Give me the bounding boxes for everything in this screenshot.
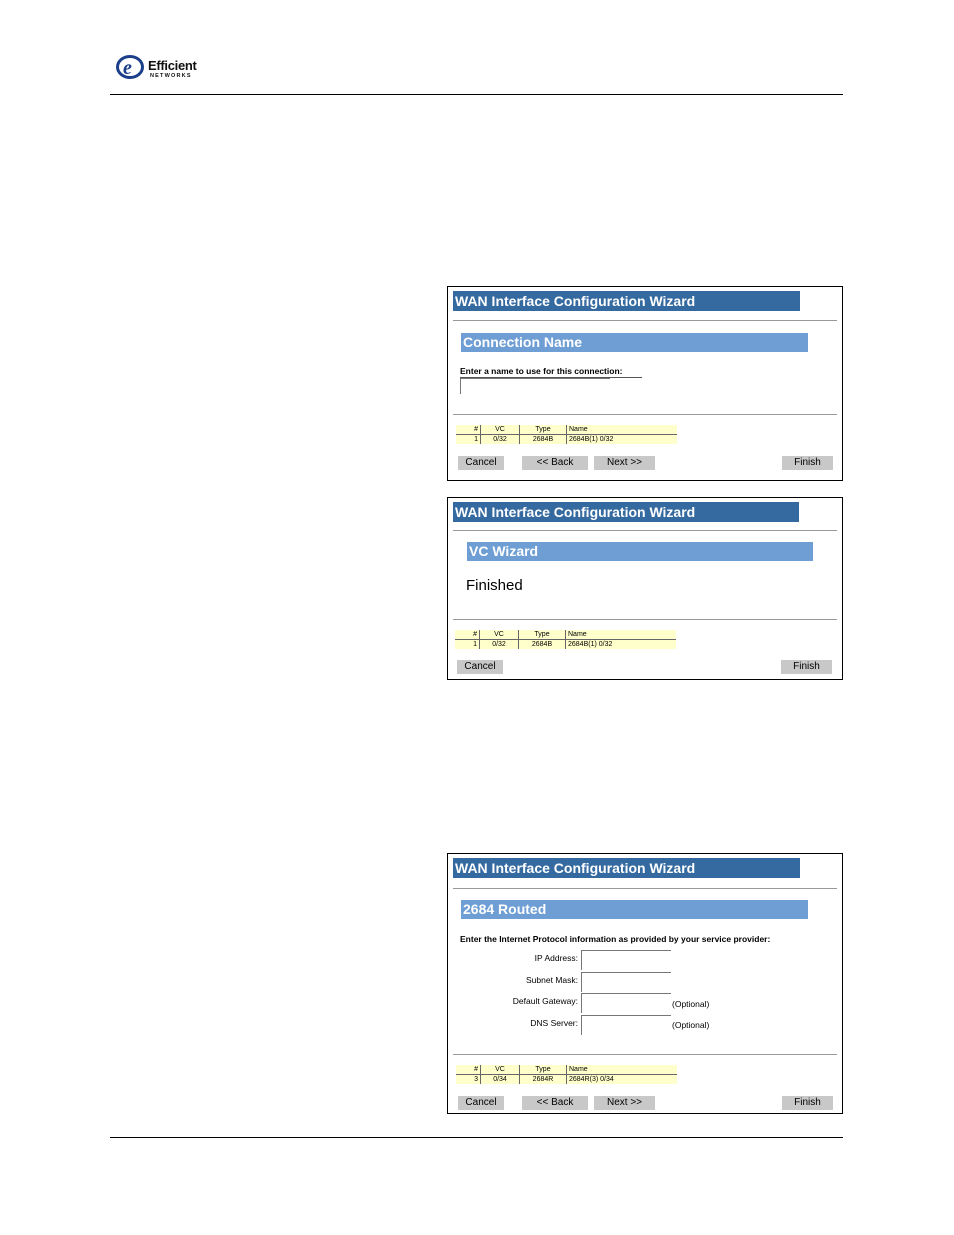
subnet-mask-label: Subnet Mask:	[526, 975, 578, 985]
divider	[453, 530, 837, 531]
wizard-title: WAN Interface Configuration Wizard	[453, 502, 799, 522]
subnet-mask-input[interactable]	[581, 972, 671, 992]
col-header-type: Type	[520, 1065, 567, 1075]
next-button[interactable]: Next >>	[594, 1096, 655, 1110]
col-header-name: Name	[566, 630, 677, 640]
cell-name: 2684R(3) 0/34	[567, 1075, 678, 1085]
footer-rule	[110, 1137, 843, 1138]
table-row	[455, 640, 676, 650]
efficient-networks-logo	[114, 52, 224, 84]
cancel-button[interactable]: Cancel	[458, 456, 504, 470]
cell-name: 2684B(1) 0/32	[567, 435, 678, 445]
wizard-connection-name-panel	[447, 286, 843, 481]
col-header-vc: VC	[481, 1065, 520, 1075]
section-title: 2684 Routed	[461, 900, 808, 919]
vc-table	[455, 630, 676, 649]
divider	[453, 888, 837, 889]
cell-number: 1	[474, 436, 478, 443]
wizard-title: WAN Interface Configuration Wizard	[453, 858, 800, 878]
table-row	[456, 1075, 677, 1085]
col-header-number: #	[455, 630, 480, 640]
efficient-e-logo-icon	[114, 52, 148, 82]
col-header-number: #	[456, 1065, 481, 1075]
cell-number: 3	[474, 1076, 478, 1083]
cancel-button[interactable]: Cancel	[458, 1096, 504, 1110]
col-header-number: #	[456, 425, 481, 435]
cancel-button[interactable]: Cancel	[457, 660, 503, 674]
col-header-name: Name	[567, 1065, 678, 1075]
default-gateway-input[interactable]	[581, 993, 671, 1013]
dns-server-label: DNS Server:	[530, 1018, 578, 1028]
cell-type: 2684R	[520, 1075, 567, 1085]
table-row	[456, 435, 677, 445]
connection-name-input[interactable]	[460, 378, 610, 394]
col-header-type: Type	[519, 630, 566, 640]
cell-number: 1	[473, 641, 477, 648]
cell-type: 2684B	[520, 435, 567, 445]
divider	[453, 619, 837, 620]
cell-vc: 0/32	[480, 640, 519, 650]
table-header-row	[455, 630, 676, 640]
ip-address-label: IP Address:	[534, 953, 578, 963]
divider	[453, 320, 837, 321]
svg-text:e: e	[123, 57, 132, 79]
ip-info-prompt: Enter the Internet Protocol information as provided by your service provider:	[460, 934, 771, 944]
dns-server-input[interactable]	[581, 1015, 671, 1035]
cell-name: 2684B(1) 0/32	[566, 640, 677, 650]
finish-button[interactable]: Finish	[781, 660, 832, 674]
section-title: Connection Name	[461, 333, 808, 352]
finished-message: Finished	[466, 577, 523, 594]
logo-sub-text: NETWORKS	[150, 73, 192, 79]
divider	[453, 414, 837, 415]
finish-button[interactable]: Finish	[782, 456, 833, 470]
ip-address-input[interactable]	[581, 950, 671, 970]
back-button[interactable]: << Back	[522, 1096, 588, 1110]
col-header-vc: VC	[481, 425, 520, 435]
header-rule	[110, 94, 843, 95]
wizard-2684-routed-panel	[447, 853, 843, 1114]
wizard-vc-finished-panel	[447, 497, 843, 680]
finish-button[interactable]: Finish	[782, 1096, 833, 1110]
cell-type: 2684B	[519, 640, 566, 650]
col-header-vc: VC	[480, 630, 519, 640]
gateway-optional-note: (Optional)	[672, 999, 710, 1009]
default-gateway-label: Default Gateway:	[512, 996, 578, 1006]
section-title: VC Wizard	[467, 542, 813, 561]
col-header-name: Name	[567, 425, 678, 435]
table-header-row	[456, 425, 677, 435]
col-header-type: Type	[520, 425, 567, 435]
table-header-row	[456, 1065, 677, 1075]
cell-vc: 0/32	[481, 435, 520, 445]
back-button[interactable]: << Back	[522, 456, 588, 470]
vc-table	[456, 1065, 677, 1084]
logo-brand-text: Efficient	[148, 58, 197, 73]
divider	[453, 1054, 837, 1055]
vc-table	[456, 425, 677, 444]
dns-optional-note: (Optional)	[672, 1020, 710, 1030]
connection-name-prompt: Enter a name to use for this connection:	[460, 366, 623, 376]
next-button[interactable]: Next >>	[594, 456, 655, 470]
cell-vc: 0/34	[481, 1075, 520, 1085]
wizard-title: WAN Interface Configuration Wizard	[453, 291, 800, 311]
